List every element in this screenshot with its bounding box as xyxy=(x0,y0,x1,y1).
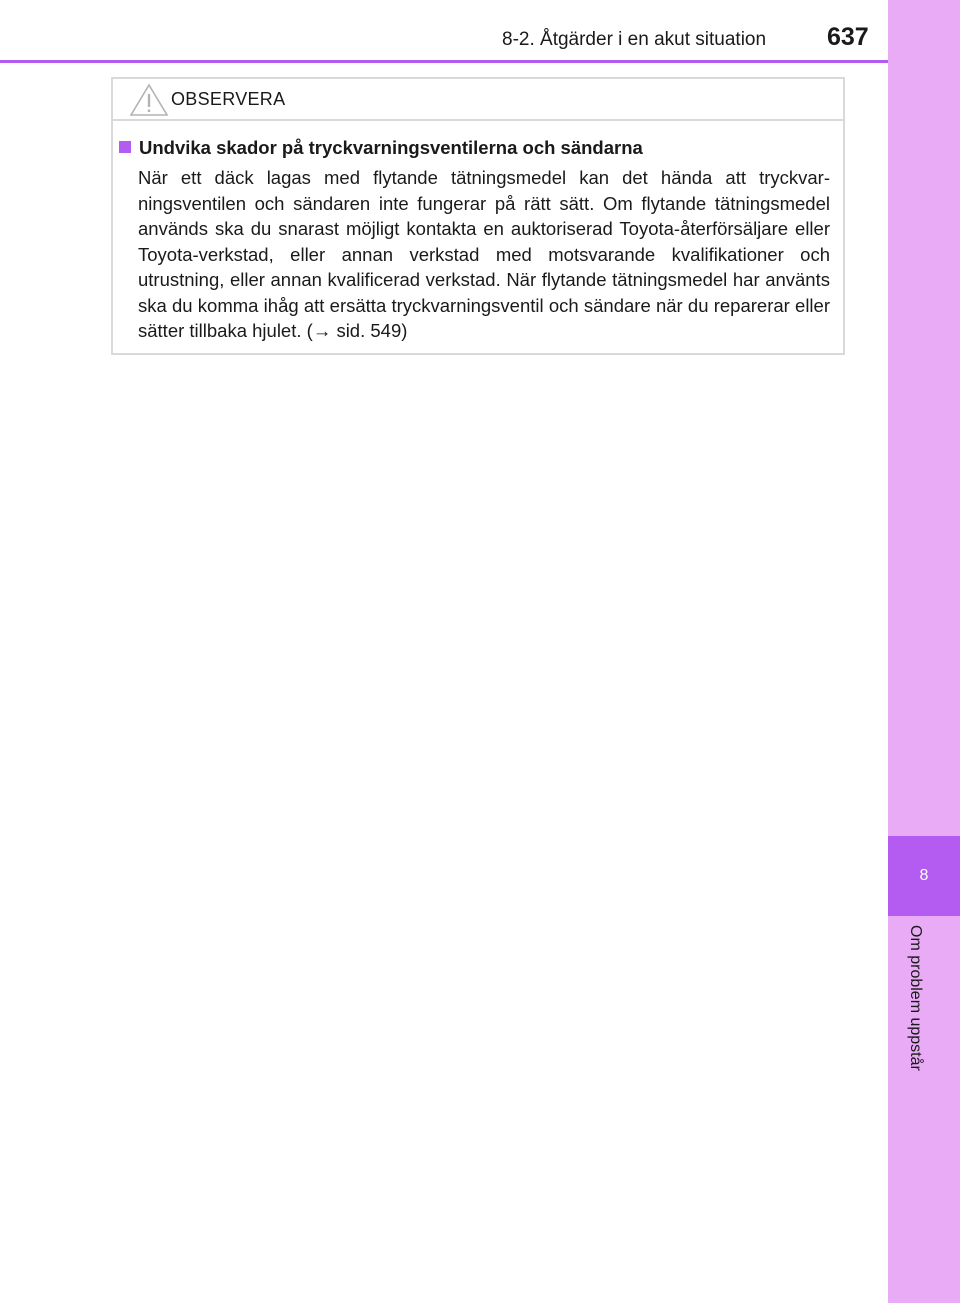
caution-header xyxy=(113,79,843,121)
chapter-number: 8 xyxy=(888,836,960,916)
chapter-title-container xyxy=(888,925,960,1115)
caution-body-text: När ett däck lagas med flytande tätningsmedel kan det hända att tryckvarningsventilen och sändaren inte fungerar på rätt sätt. Om flytande tätningsmedel används ska du snarast möjligt kontakta en auktoriserad Toyota-återförsäljare eller Toyota-verkstad, eller annan verkstad med motsvarande kvalifikationer och utrustning, eller annan kvalificerad verkstad. När flytande tätningsmedel har använts ska du komma ihåg att ersätta tryckvarningsventil och sändare när du reparerar eller sätter tillbaka hjulet. (→ sid. 549) xyxy=(138,167,830,341)
bullet-square-icon xyxy=(119,141,131,153)
caution-box xyxy=(111,77,845,355)
caution-label: OBSERVERA xyxy=(171,89,286,109)
caution-item-heading xyxy=(119,137,643,159)
warning-triangle-icon xyxy=(129,83,169,117)
chapter-title: Om problem uppstår xyxy=(907,925,924,1071)
caution-heading-text: Undvika skador på tryckvarningsventilerna och sändarna xyxy=(139,137,643,158)
section-title: 8-2. Åtgärder i en akut situation xyxy=(502,29,767,50)
header-rule xyxy=(0,60,888,63)
page-number: 637 xyxy=(827,23,869,51)
